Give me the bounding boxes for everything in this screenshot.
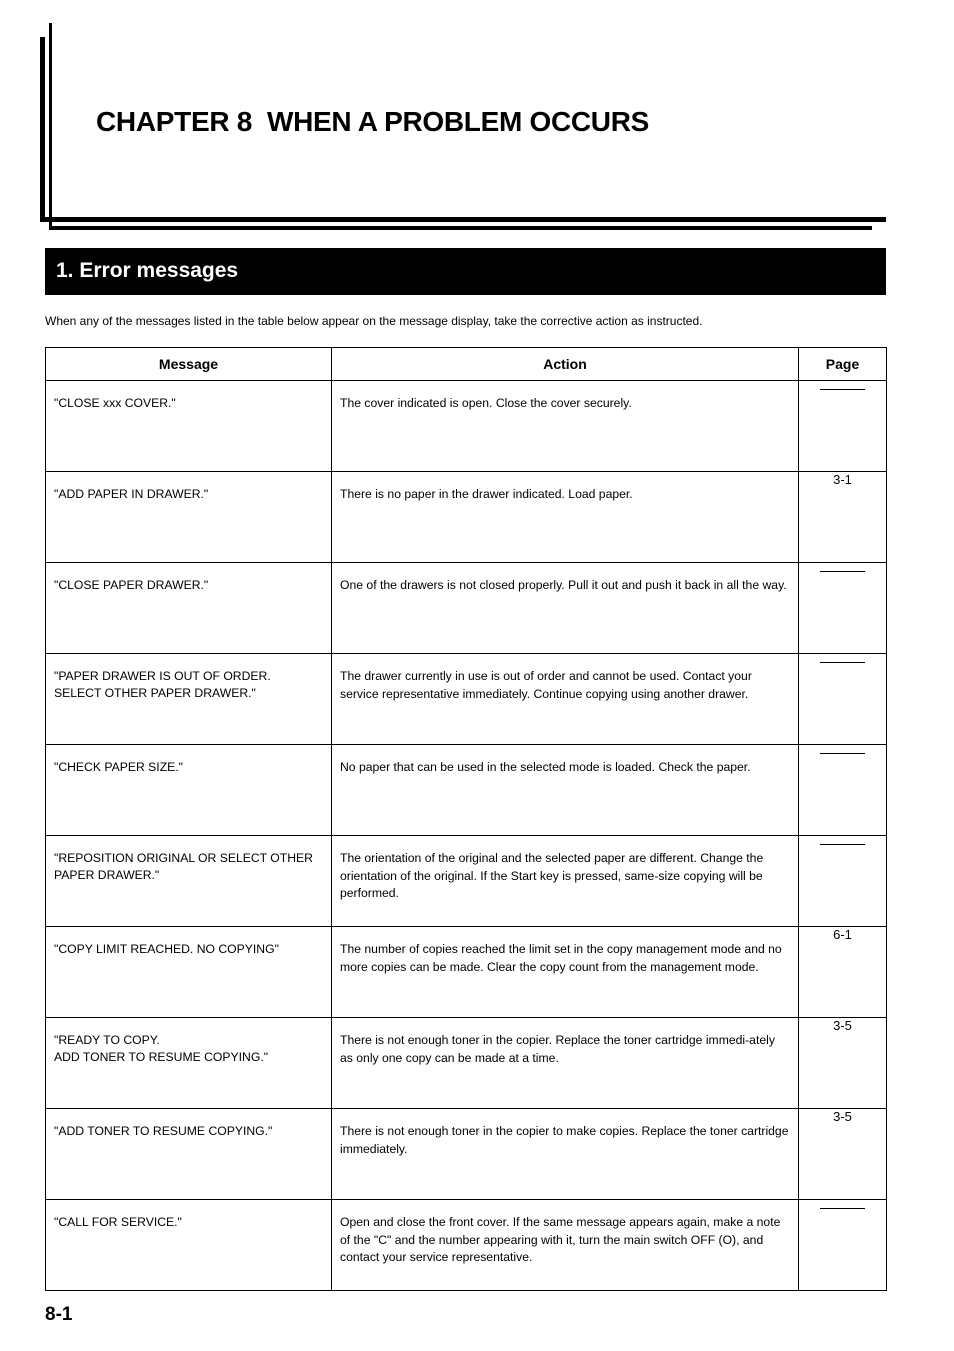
action-cell — [332, 563, 799, 654]
table-row — [46, 381, 887, 472]
action-cell — [332, 1109, 799, 1200]
section-banner — [45, 248, 886, 295]
message-text: "CHECK PAPER SIZE." — [54, 760, 183, 774]
message-text: "CLOSE PAPER DRAWER." — [54, 578, 209, 592]
page-blank-line — [820, 753, 865, 754]
message-text: "REPOSITION ORIGINAL OR SELECT OTHER PAPER DRAWER." — [54, 851, 313, 882]
action-text: No paper that can be used in the selected mode is loaded. Check the paper. — [340, 760, 751, 774]
page-reference: 3-5 — [833, 1109, 852, 1124]
message-cell — [46, 472, 332, 563]
message-text: "CLOSE xxx COVER." — [54, 396, 176, 410]
table-row — [46, 472, 887, 563]
message-cell — [46, 927, 332, 1018]
message-text: "COPY LIMIT REACHED. NO COPYING" — [54, 942, 279, 956]
page-cell — [799, 1018, 887, 1109]
message-text: "PAPER DRAWER IS OUT OF ORDER. SELECT OTHER PAPER DRAWER." — [54, 669, 271, 700]
action-cell — [332, 836, 799, 927]
page-blank-line — [820, 389, 865, 390]
table-header-row — [46, 348, 887, 381]
page-cell — [799, 1200, 887, 1291]
message-cell — [46, 1018, 332, 1109]
message-cell — [46, 381, 332, 472]
message-text: "CALL FOR SERVICE." — [54, 1215, 182, 1229]
message-cell — [46, 745, 332, 836]
header-action: Action — [332, 348, 799, 381]
page-blank-line — [820, 844, 865, 845]
action-cell — [332, 1018, 799, 1109]
table-row — [46, 836, 887, 927]
page-cell — [799, 381, 887, 472]
page-number: 8-1 — [45, 1304, 73, 1325]
chapter-rule-thick — [40, 217, 886, 222]
action-cell — [332, 381, 799, 472]
table-row — [46, 1200, 887, 1291]
table-row — [46, 745, 887, 836]
page-cell — [799, 836, 887, 927]
action-text: The cover indicated is open. Close the cover securely. — [340, 396, 632, 410]
action-text: The drawer currently in use is out of order and cannot be used. Contact your service representative immediately. Continue copying using another drawer. — [340, 669, 752, 701]
page-cell — [799, 1109, 887, 1200]
table-row — [46, 927, 887, 1018]
page-cell — [799, 563, 887, 654]
page-reference: 3-1 — [833, 472, 852, 487]
section-title: 1. Error messages — [56, 259, 239, 282]
page-reference: 3-5 — [833, 1018, 852, 1033]
page-cell — [799, 927, 887, 1018]
table-row — [46, 654, 887, 745]
page-blank-line — [820, 1208, 865, 1209]
message-cell — [46, 836, 332, 927]
header-page: Page — [799, 348, 887, 381]
message-text: "ADD PAPER IN DRAWER." — [54, 487, 209, 501]
message-text: "ADD TONER TO RESUME COPYING." — [54, 1124, 273, 1138]
chapter-bar-thin — [49, 23, 52, 230]
action-text: The number of copies reached the limit set in the copy management mode and no more copies can be made. Clear the copy count from the management mode. — [340, 942, 782, 974]
action-text: There is not enough toner in the copier. Replace the toner cartridge immedi-ately as only one copy can be made at a time. — [340, 1033, 775, 1065]
page-cell — [799, 745, 887, 836]
page-blank-line — [820, 571, 865, 572]
table-row — [46, 563, 887, 654]
table-row — [46, 1018, 887, 1109]
message-text: "READY TO COPY. ADD TONER TO RESUME COPYING." — [54, 1033, 269, 1064]
action-cell — [332, 472, 799, 563]
action-text: There is no paper in the drawer indicated. Load paper. — [340, 487, 633, 501]
message-cell — [46, 1109, 332, 1200]
message-cell — [46, 563, 332, 654]
action-cell — [332, 745, 799, 836]
message-cell — [46, 1200, 332, 1291]
message-cell — [46, 654, 332, 745]
table-row — [46, 1109, 887, 1200]
page-cell — [799, 654, 887, 745]
action-text: Open and close the front cover. If the same message appears again, make a note of the "C" and the number appearing with it, turn the main switch OFF (O), and contact your service representative. — [340, 1215, 781, 1264]
action-cell — [332, 927, 799, 1018]
intro-text: When any of the messages listed in the table below appear on the message display, take the corrective action as instructed. — [45, 314, 703, 328]
chapter-bar-thick — [40, 37, 45, 221]
header-message: Message — [46, 348, 332, 381]
action-cell — [332, 1200, 799, 1291]
action-text: The orientation of the original and the selected paper are different. Change the orientation of the original. If the Start key is pressed, same-size copying will be performed. — [340, 851, 764, 900]
page-cell — [799, 472, 887, 563]
page-blank-line — [820, 662, 865, 663]
action-cell — [332, 654, 799, 745]
action-text: There is not enough toner in the copier to make copies. Replace the toner cartridge immediately. — [340, 1124, 789, 1156]
action-text: One of the drawers is not closed properly. Pull it out and push it back in all the way. — [340, 578, 787, 592]
page-reference: 6-1 — [833, 927, 852, 942]
error-messages-table — [45, 347, 887, 1291]
chapter-title: CHAPTER 8 WHEN A PROBLEM OCCURS — [96, 106, 650, 137]
chapter-rule-thin — [49, 226, 872, 230]
